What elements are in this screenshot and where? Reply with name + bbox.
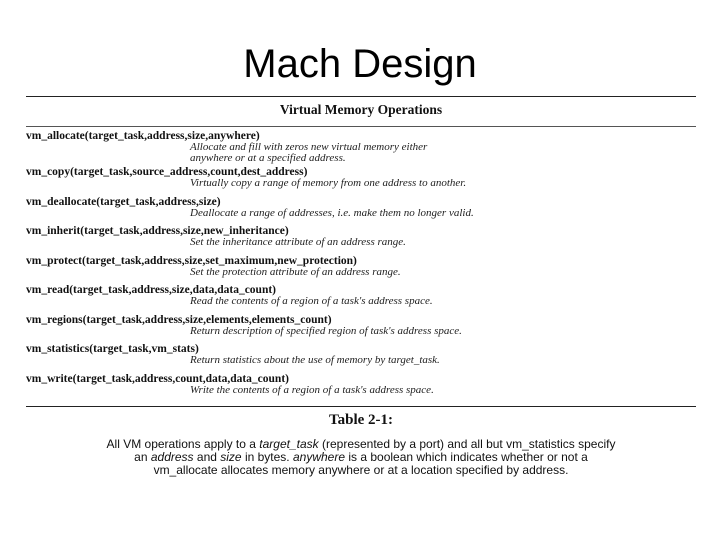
caption-rule [26, 126, 696, 127]
operation-description: Set the protection attribute of an address range. [190, 265, 401, 278]
table-label: Table 2-1: [328, 412, 394, 428]
operation-signature: vm_write(target_task,address,count,data,data_count) [26, 372, 289, 385]
operation-description: Deallocate a range of addresses, i.e. make them no longer valid. [190, 206, 474, 219]
note-emphasis: anywhere [292, 450, 345, 464]
note-text: (represented by a port) and all but vm_statistics specify [318, 437, 616, 451]
operation-description: Return statistics about the use of memory by target_task. [190, 354, 440, 366]
table-caption: Virtual Memory Operations [279, 102, 443, 117]
operation-description: Write the contents of a region of a task's address space. [190, 383, 434, 396]
operation-signature: vm_statistics(target_task,vm_stats) [26, 343, 199, 355]
table-row [26, 314, 696, 344]
table-row [26, 130, 696, 166]
table-row [26, 284, 696, 314]
operations-list [26, 130, 696, 402]
operation-signature: vm_copy(target_task,source_address,count,dest_address) [26, 166, 308, 178]
table-bottom-rule [26, 406, 696, 407]
note-text: an [134, 450, 151, 464]
operation-description: Allocate and fill with zeros new virtual memory either [190, 141, 428, 153]
operation-description: Return description of specified region of task's address space. [190, 324, 462, 337]
operation-signature: vm_regions(target_task,address,size,elements,elements_count) [26, 313, 332, 326]
operation-signature: vm_inherit(target_task,address,size,new_inheritance) [26, 225, 289, 237]
table-row [26, 343, 696, 373]
table-row [26, 196, 696, 226]
note-line-3: vm_allocate allocates memory anywhere or at a location specified by address. [153, 463, 569, 477]
note-text: and [193, 450, 221, 464]
operation-description: Virtually copy a range of memory from one address to another. [190, 177, 467, 189]
table-row [26, 166, 696, 196]
table-note [26, 438, 696, 477]
operation-description: Set the inheritance attribute of an address range. [190, 236, 406, 248]
table-top-rule [26, 96, 696, 97]
table-row [26, 373, 696, 403]
operation-description: Read the contents of a region of a task's address space. [190, 295, 433, 307]
note-text: in bytes. [241, 450, 293, 464]
table-row [26, 255, 696, 285]
operation-signature: vm_deallocate(target_task,address,size) [26, 195, 221, 208]
operation-signature: vm_allocate(target_task,address,size,anywhere) [26, 130, 260, 142]
note-text: All VM operations apply to a [106, 437, 260, 451]
operation-description-cont: anywhere or at a specified address. [190, 152, 346, 164]
operation-signature: vm_read(target_task,address,size,data,data_count) [26, 284, 277, 296]
note-emphasis: target_task [259, 437, 319, 451]
note-emphasis: address [150, 450, 194, 464]
operation-signature: vm_protect(target_task,address,size,set_maximum,new_protection) [26, 254, 357, 267]
table-row [26, 225, 696, 255]
note-emphasis: size [220, 450, 242, 464]
note-text: is a boolean which indicates whether or not a [345, 450, 588, 464]
slide-title: Mach Design [243, 42, 477, 86]
